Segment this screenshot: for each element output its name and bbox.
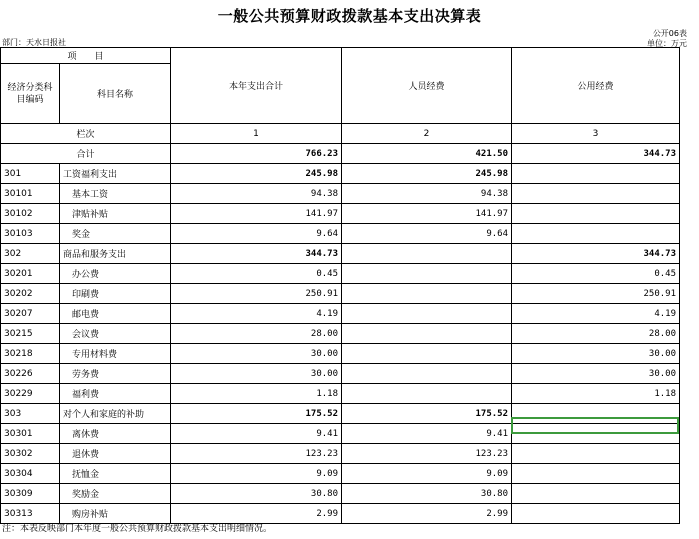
row-code: 30313 — [1, 504, 60, 524]
row-name: 津贴补贴 — [60, 204, 171, 224]
row-name: 福利费 — [60, 384, 171, 404]
selected-cell[interactable] — [511, 417, 679, 434]
table-row — [1, 264, 680, 284]
row-personnel — [342, 384, 512, 404]
row-code: 30101 — [1, 184, 60, 204]
row-personnel — [342, 344, 512, 364]
row-personnel — [342, 364, 512, 384]
row-total: 30.00 — [171, 364, 342, 384]
row-total: 141.97 — [171, 204, 342, 224]
row-name: 基本工资 — [60, 184, 171, 204]
row-code: 303 — [1, 404, 60, 424]
table-row — [1, 344, 680, 364]
header-total: 本年支出合计 — [171, 48, 342, 124]
row-total: 4.19 — [171, 304, 342, 324]
header-item: 项 目 — [1, 48, 171, 64]
row-total: 9.41 — [171, 424, 342, 444]
table-row — [1, 484, 680, 504]
row-personnel: 2.99 — [342, 504, 512, 524]
table-row — [1, 324, 680, 344]
row-name: 奖励金 — [60, 484, 171, 504]
row-total: 2.99 — [171, 504, 342, 524]
total-row-total: 766.23 — [171, 144, 342, 164]
total-row-public: 344.73 — [512, 144, 680, 164]
row-total: 1.18 — [171, 384, 342, 404]
header-personnel: 人员经费 — [342, 48, 512, 124]
row-personnel — [342, 304, 512, 324]
row-code: 30226 — [1, 364, 60, 384]
row-public: 0.45 — [512, 264, 680, 284]
row-name: 邮电费 — [60, 304, 171, 324]
row-public: 30.00 — [512, 364, 680, 384]
row-personnel: 30.80 — [342, 484, 512, 504]
row-personnel: 94.38 — [342, 184, 512, 204]
table-row — [1, 244, 680, 264]
row-total: 344.73 — [171, 244, 342, 264]
row-public: 344.73 — [512, 244, 680, 264]
row-total: 0.45 — [171, 264, 342, 284]
row-public: 28.00 — [512, 324, 680, 344]
row-personnel: 175.52 — [342, 404, 512, 424]
row-public — [512, 184, 680, 204]
row-personnel: 9.64 — [342, 224, 512, 244]
row-total: 9.09 — [171, 464, 342, 484]
row-name: 劳务费 — [60, 364, 171, 384]
row-name: 商品和服务支出 — [60, 244, 171, 264]
form-number-and-unit — [647, 29, 687, 49]
table-row — [1, 444, 680, 464]
row-personnel — [342, 264, 512, 284]
row-public: 4.19 — [512, 304, 680, 324]
row-code: 30309 — [1, 484, 60, 504]
table-row — [1, 464, 680, 484]
row-personnel: 9.09 — [342, 464, 512, 484]
row-name: 退休费 — [60, 444, 171, 464]
table-row — [1, 184, 680, 204]
column-index-label: 栏次 — [1, 124, 171, 144]
row-total: 94.38 — [171, 184, 342, 204]
row-code: 302 — [1, 244, 60, 264]
table-row — [1, 304, 680, 324]
row-public — [512, 464, 680, 484]
row-code: 30202 — [1, 284, 60, 304]
table-row — [1, 164, 680, 184]
row-name: 办公费 — [60, 264, 171, 284]
row-code: 30302 — [1, 444, 60, 464]
row-total: 9.64 — [171, 224, 342, 244]
department-label: 部门：天水日报社 — [2, 38, 66, 47]
row-code: 30102 — [1, 204, 60, 224]
row-total: 175.52 — [171, 404, 342, 424]
header-public: 公用经费 — [512, 48, 680, 124]
column-index-2: 2 — [342, 124, 512, 144]
row-public — [512, 444, 680, 464]
row-personnel — [342, 284, 512, 304]
total-row-label: 合计 — [1, 144, 171, 164]
row-public: 250.91 — [512, 284, 680, 304]
header-name: 科目名称 — [60, 64, 171, 124]
row-public: 30.00 — [512, 344, 680, 364]
row-total: 245.98 — [171, 164, 342, 184]
row-total: 28.00 — [171, 324, 342, 344]
column-index-1: 1 — [171, 124, 342, 144]
row-code: 30304 — [1, 464, 60, 484]
row-public — [512, 204, 680, 224]
row-total: 30.00 — [171, 344, 342, 364]
row-name: 抚恤金 — [60, 464, 171, 484]
row-code: 30103 — [1, 224, 60, 244]
table-row — [1, 204, 680, 224]
row-personnel — [342, 244, 512, 264]
row-code: 301 — [1, 164, 60, 184]
row-name: 会议费 — [60, 324, 171, 344]
form-number: 公开06表 — [652, 29, 687, 38]
row-code: 30207 — [1, 304, 60, 324]
row-code: 30218 — [1, 344, 60, 364]
row-code: 30201 — [1, 264, 60, 284]
row-name: 工资福利支出 — [60, 164, 171, 184]
row-code: 30215 — [1, 324, 60, 344]
row-name: 专用材料费 — [60, 344, 171, 364]
row-name: 印刷费 — [60, 284, 171, 304]
row-personnel — [342, 324, 512, 344]
row-name: 对个人和家庭的补助 — [60, 404, 171, 424]
row-code: 30229 — [1, 384, 60, 404]
row-total: 30.80 — [171, 484, 342, 504]
expenditure-table — [0, 47, 680, 524]
table-row — [1, 364, 680, 384]
row-public: 1.18 — [512, 384, 680, 404]
row-code: 30301 — [1, 424, 60, 444]
table-row — [1, 284, 680, 304]
row-name: 离休费 — [60, 424, 171, 444]
column-index-3: 3 — [512, 124, 680, 144]
unit-label: 单位：万元 — [647, 39, 687, 48]
row-public — [512, 164, 680, 184]
row-personnel: 245.98 — [342, 164, 512, 184]
footnote: 注：本表反映部门本年度一般公共预算财政拨款基本支出明细情况。 — [2, 524, 273, 534]
table-title: 一般公共预算财政拨款基本支出决算表 — [217, 7, 482, 25]
row-public — [512, 484, 680, 504]
table-row — [1, 224, 680, 244]
row-public — [512, 504, 680, 524]
row-personnel: 9.41 — [342, 424, 512, 444]
row-name: 购房补贴 — [60, 504, 171, 524]
table-row — [1, 384, 680, 404]
row-personnel: 123.23 — [342, 444, 512, 464]
total-row-personnel: 421.50 — [342, 144, 512, 164]
row-total: 250.91 — [171, 284, 342, 304]
header-code: 经济分类科目编码 — [1, 64, 60, 124]
row-public — [512, 224, 680, 244]
row-name: 奖金 — [60, 224, 171, 244]
row-total: 123.23 — [171, 444, 342, 464]
row-personnel: 141.97 — [342, 204, 512, 224]
